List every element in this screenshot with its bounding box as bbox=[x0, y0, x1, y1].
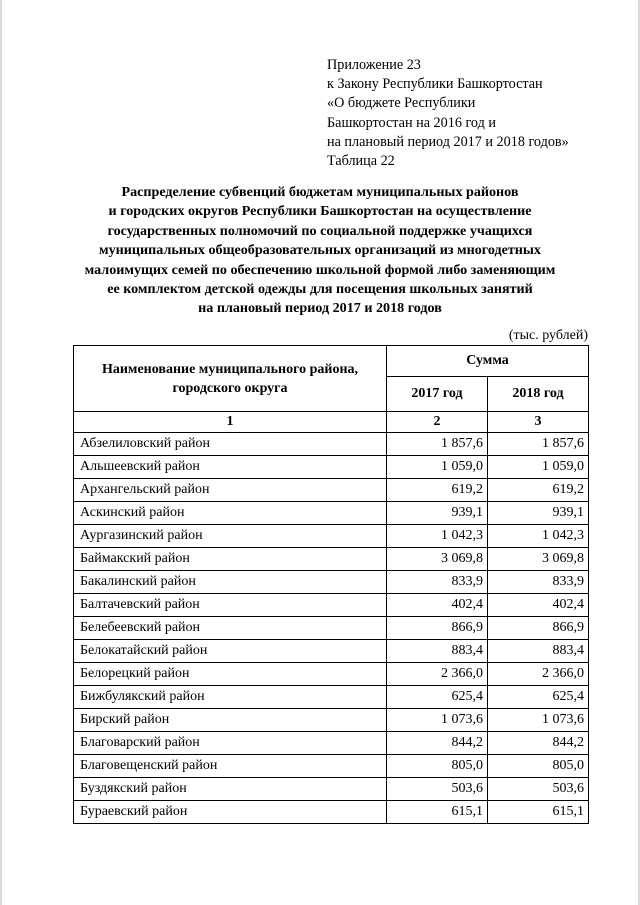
table-row bbox=[74, 709, 589, 732]
table-row bbox=[74, 594, 589, 617]
municipality-name: Абзелиловский район bbox=[74, 433, 387, 456]
column-number-1: 1 bbox=[74, 412, 387, 433]
title-line: государственных полномочий по социальной поддержке учащихся bbox=[107, 222, 533, 239]
amount-2017: 1 073,6 bbox=[387, 709, 488, 732]
amount-2017: 805,0 bbox=[387, 755, 488, 778]
amount-2018: 1 857,6 bbox=[488, 433, 589, 456]
municipality-name: Белебеевский район bbox=[74, 617, 387, 640]
appendix-line: Башкортостан на 2016 год и bbox=[327, 114, 496, 131]
table-row bbox=[74, 617, 589, 640]
table-row bbox=[74, 456, 589, 479]
title-line: и городских округов Республики Башкортостан на осуществление bbox=[108, 203, 532, 220]
amount-2017: 1 059,0 bbox=[387, 456, 488, 479]
municipality-name: Белорецкий район bbox=[74, 663, 387, 686]
amount-2017: 402,4 bbox=[387, 594, 488, 617]
amount-2018: 402,4 bbox=[488, 594, 589, 617]
table-row bbox=[74, 548, 589, 571]
header-municipality bbox=[74, 346, 387, 412]
amount-2017: 3 069,8 bbox=[387, 548, 488, 571]
amount-2018: 1 042,3 bbox=[488, 525, 589, 548]
amount-2017: 1 857,6 bbox=[387, 433, 488, 456]
header-name-line: городского округа bbox=[172, 380, 288, 396]
table-row bbox=[74, 732, 589, 755]
table-row bbox=[74, 755, 589, 778]
amount-2017: 866,9 bbox=[387, 617, 488, 640]
amount-2017: 2 366,0 bbox=[387, 663, 488, 686]
table-row bbox=[74, 801, 589, 824]
municipality-name: Аскинский район bbox=[74, 502, 387, 525]
header-sum: Сумма bbox=[387, 346, 589, 377]
document-title bbox=[60, 183, 580, 319]
municipality-name: Буздякский район bbox=[74, 778, 387, 801]
title-line: муниципальных общеобразовательных организаций из многодетных bbox=[99, 242, 541, 259]
header-year-2018: 2018 год bbox=[488, 377, 589, 412]
amount-2018: 1 073,6 bbox=[488, 709, 589, 732]
municipality-name: Альшеевский район bbox=[74, 456, 387, 479]
amount-2017: 619,2 bbox=[387, 479, 488, 502]
title-line: на плановый период 2017 и 2018 годов bbox=[198, 300, 442, 317]
table-row bbox=[74, 640, 589, 663]
amount-2018: 805,0 bbox=[488, 755, 589, 778]
amount-2018: 844,2 bbox=[488, 732, 589, 755]
appendix-block bbox=[327, 56, 627, 171]
table-row bbox=[74, 433, 589, 456]
amount-2017: 1 042,3 bbox=[387, 525, 488, 548]
page-edge-left bbox=[0, 0, 2, 905]
title-line: Распределение субвенций бюджетам муниципальных районов bbox=[121, 184, 519, 200]
amount-2018: 615,1 bbox=[488, 801, 589, 824]
amount-2018: 619,2 bbox=[488, 479, 589, 502]
appendix-line: «О бюджете Республики bbox=[327, 95, 476, 112]
amount-2018: 883,4 bbox=[488, 640, 589, 663]
municipality-name: Бакалинский район bbox=[74, 571, 387, 594]
table-row bbox=[74, 663, 589, 686]
appendix-line: к Закону Республики Башкортостан bbox=[327, 76, 543, 93]
municipality-name: Балтачевский район bbox=[74, 594, 387, 617]
appendix-line: на плановый период 2017 и 2018 годов» bbox=[327, 133, 569, 150]
table-row bbox=[74, 502, 589, 525]
header-name-line: Наименование муниципального района, bbox=[101, 361, 359, 377]
amount-2017: 833,9 bbox=[387, 571, 488, 594]
table-row bbox=[74, 571, 589, 594]
amount-2018: 503,6 bbox=[488, 778, 589, 801]
municipality-name: Бирский район bbox=[74, 709, 387, 732]
title-line: ее комплектом детской одежды для посещения школьных занятий bbox=[107, 281, 533, 298]
municipality-name: Благоварский район bbox=[74, 732, 387, 755]
amount-2017: 503,6 bbox=[387, 778, 488, 801]
municipality-name: Бижбулякский район bbox=[74, 686, 387, 709]
amount-2018: 866,9 bbox=[488, 617, 589, 640]
units-label: (тыс. рублей) bbox=[508, 328, 588, 343]
amount-2018: 939,1 bbox=[488, 502, 589, 525]
municipality-name: Аургазинский район bbox=[74, 525, 387, 548]
appendix-line: Таблица 22 bbox=[327, 153, 395, 170]
amount-2018: 1 059,0 bbox=[488, 456, 589, 479]
table-row bbox=[74, 525, 589, 548]
amount-2017: 883,4 bbox=[387, 640, 488, 663]
column-number-2: 2 bbox=[387, 412, 488, 433]
table-row bbox=[74, 686, 589, 709]
municipality-name: Белокатайский район bbox=[74, 640, 387, 663]
table-row bbox=[74, 778, 589, 801]
municipality-name: Архангельский район bbox=[74, 479, 387, 502]
amount-2018: 625,4 bbox=[488, 686, 589, 709]
amount-2017: 939,1 bbox=[387, 502, 488, 525]
amount-2018: 833,9 bbox=[488, 571, 589, 594]
appendix-line: Приложение 23 bbox=[327, 57, 421, 73]
amount-2017: 625,4 bbox=[387, 686, 488, 709]
amount-2017: 844,2 bbox=[387, 732, 488, 755]
amount-2018: 3 069,8 bbox=[488, 548, 589, 571]
municipality-name: Баймакский район bbox=[74, 548, 387, 571]
subsidy-table bbox=[73, 345, 589, 824]
municipality-name: Благовещенский район bbox=[74, 755, 387, 778]
amount-2017: 615,1 bbox=[387, 801, 488, 824]
amount-2018: 2 366,0 bbox=[488, 663, 589, 686]
column-number-3: 3 bbox=[488, 412, 589, 433]
header-year-2017: 2017 год bbox=[387, 377, 488, 412]
municipality-name: Бураевский район bbox=[74, 801, 387, 824]
table-row bbox=[74, 479, 589, 502]
title-line: малоимущих семей по обеспечению школьной формой либо заменяющим bbox=[84, 261, 556, 278]
